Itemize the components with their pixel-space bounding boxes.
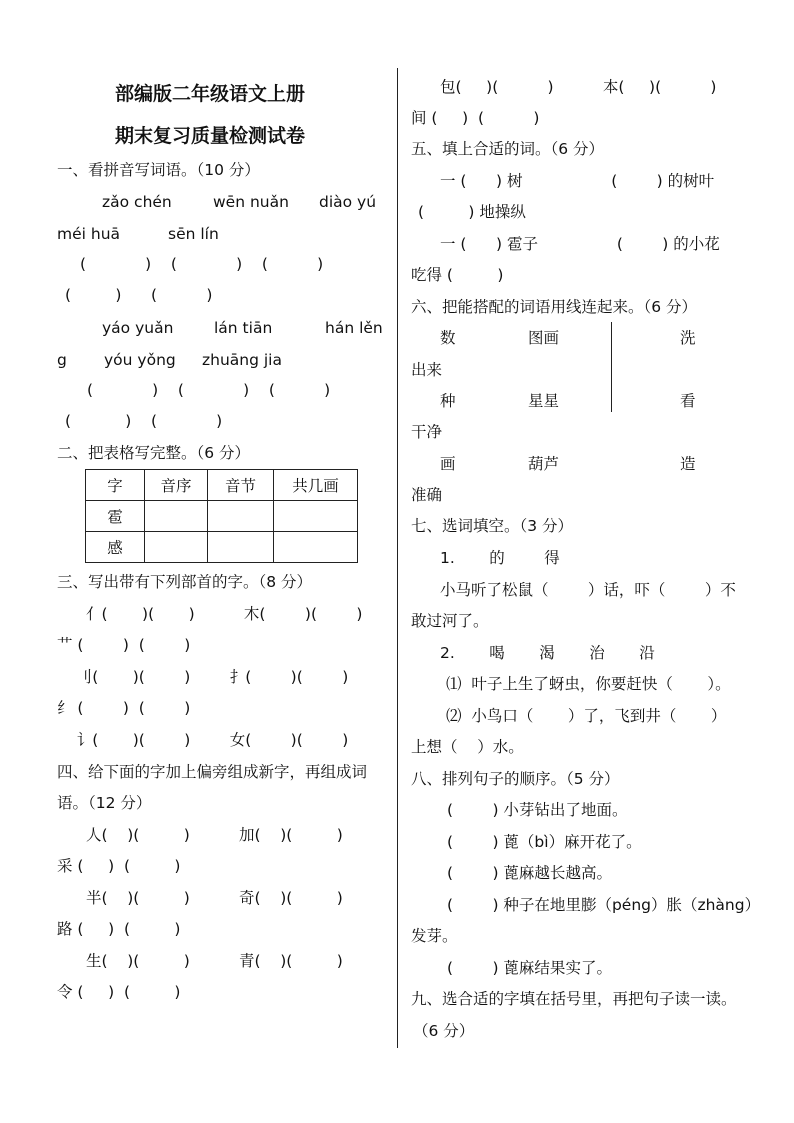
column-divider [397,68,398,1048]
q9-heading-cont: （6 分） [413,1022,475,1040]
match-word[interactable]: 洗 [680,329,696,347]
compose-line[interactable]: 令 ( ) ( ) [57,983,181,1001]
pinyin: méi huā [57,225,121,243]
radical-line[interactable]: 讠( )( ) 女( )( ) [57,731,349,749]
table-cell[interactable] [208,501,274,532]
pinyin: diào yú [319,193,377,211]
compose-line[interactable]: 人( )( ) 加( )( ) [86,826,343,844]
q8-heading: 八、排列句子的顺序。（5 分） [411,770,620,788]
page-title: 部编版二年级语文上册 [115,83,306,105]
match-word: 出来 [411,361,443,379]
order-line[interactable]: ( ) 蓖麻结果实了。 [447,959,612,977]
pinyin: zhuāng jia [202,351,282,369]
fill-line[interactable]: 小马听了松鼠（ ）话，吓（ ）不 [440,581,736,599]
pinyin: yóu yǒng [104,351,176,369]
pinyin: sēn lín [168,225,219,243]
table-cell[interactable] [145,501,208,532]
answer-blanks[interactable]: ( ) ( ) ( ) [80,255,324,273]
order-line[interactable]: ( ) 小芽钻出了地面。 [447,801,628,819]
pinyin: g [57,351,67,369]
answer-blanks[interactable]: ( ) ( ) [65,286,213,304]
compose-line[interactable]: 包( )( ) 本( )( ) [440,78,717,96]
match-word: 准确 [411,486,443,504]
table-row [86,532,358,563]
order-line[interactable]: ( ) 蓖麻越长越高。 [447,864,612,882]
radical-line[interactable]: 艹 ( ) ( ) [57,636,191,654]
q2-heading: 二、把表格写完整。（6 分） [57,444,251,462]
fill-line-cont: 敢过河了。 [411,612,489,630]
table-cell[interactable] [145,532,208,563]
fill-line[interactable]: ⑴ 叶子上生了蚜虫，你要赶快（ ）。 [446,675,731,693]
page-subtitle: 期末复习质量检测试卷 [115,125,306,147]
match-word[interactable]: 种 [440,392,456,410]
q5-heading: 五、填上合适的词。（6 分） [411,140,605,158]
table-row [86,501,358,532]
radical-line[interactable]: 刂( )( ) 扌( )( ) [57,668,349,686]
match-word[interactable]: 葫芦 [528,455,560,473]
fill-line-cont[interactable]: 上想（ ）水。 [411,738,524,756]
table-header-cell: 音节 [208,470,274,501]
table-header-cell: 共几画 [274,470,358,501]
q6-heading: 六、把能搭配的词语用线连起来。（6 分） [411,298,698,316]
answer-blanks[interactable]: ( ) ( ) ( ) [87,381,331,399]
pinyin: hán lěn [325,319,383,337]
q4-heading: 四、给下面的字加上偏旁组成新字，再组成词 [57,763,368,781]
fill-line[interactable]: 吃得 ( ) [411,266,504,284]
pinyin: zǎo chén [102,193,172,211]
word-options: 2. 喝 渴 治 沿 [440,644,655,662]
q4-heading-cont: 语。（12 分） [57,794,152,812]
match-word[interactable]: 看 [680,392,696,410]
answer-blanks[interactable]: ( ) ( ) [65,412,223,430]
table-header-cell: 音序 [145,470,208,501]
match-word[interactable]: 造 [680,455,696,473]
fill-line[interactable]: 一 ( ) 树 ( ) 的树叶 [440,172,715,190]
compose-line[interactable]: 间 ( ) ( ) [411,109,540,127]
order-line-cont: 发芽。 [411,927,458,945]
word-options: 1. 的 得 [440,549,560,567]
match-word: 干净 [411,423,443,441]
compose-line[interactable]: 路 ( ) ( ) [57,920,181,938]
q7-heading: 七、选词填空。（3 分） [411,517,574,535]
table-cell: 感 [86,532,145,563]
table-cell[interactable] [274,501,358,532]
match-divider [611,322,612,412]
match-word[interactable]: 数 [440,329,456,347]
fill-line[interactable]: 一 ( ) 雹子 ( ) 的小花 [440,235,720,253]
table-cell[interactable] [208,532,274,563]
compose-line[interactable]: 生( )( ) 青( )( ) [86,952,343,970]
compose-line[interactable]: 采 ( ) ( ) [57,857,181,875]
pinyin: lán tiān [214,319,273,337]
order-line[interactable]: ( ) 种子在地里膨（péng）胀（zhàng） [447,896,761,914]
match-word[interactable]: 画 [440,455,456,473]
order-line[interactable]: ( ) 蓖（bì）麻开花了。 [447,833,642,851]
pinyin: wēn nuǎn [213,193,289,211]
table-header-cell: 字 [86,470,145,501]
match-word[interactable]: 星星 [528,392,560,410]
q3-heading: 三、写出带有下列部首的字。（8 分） [57,573,313,591]
fill-line[interactable]: ⑵ 小鸟口（ ）了，飞到井（ ） [446,707,727,725]
info-table [85,469,358,563]
compose-line[interactable]: 半( )( ) 奇( )( ) [86,889,343,907]
radical-line[interactable]: 纟 ( ) ( ) [57,699,191,717]
q9-heading: 九、选合适的字填在括号里，再把句子读一读。 [411,990,737,1008]
match-word[interactable]: 图画 [528,329,560,347]
table-cell[interactable] [274,532,358,563]
table-header-row [86,470,358,501]
fill-line[interactable]: ( ) 地操纵 [418,203,526,221]
radical-line[interactable]: 亻( )( ) 木( )( ) [86,605,363,623]
table-cell: 雹 [86,501,145,532]
q1-heading: 一、看拼音写词语。（10 分） [57,161,260,179]
pinyin: yáo yuǎn [102,319,174,337]
